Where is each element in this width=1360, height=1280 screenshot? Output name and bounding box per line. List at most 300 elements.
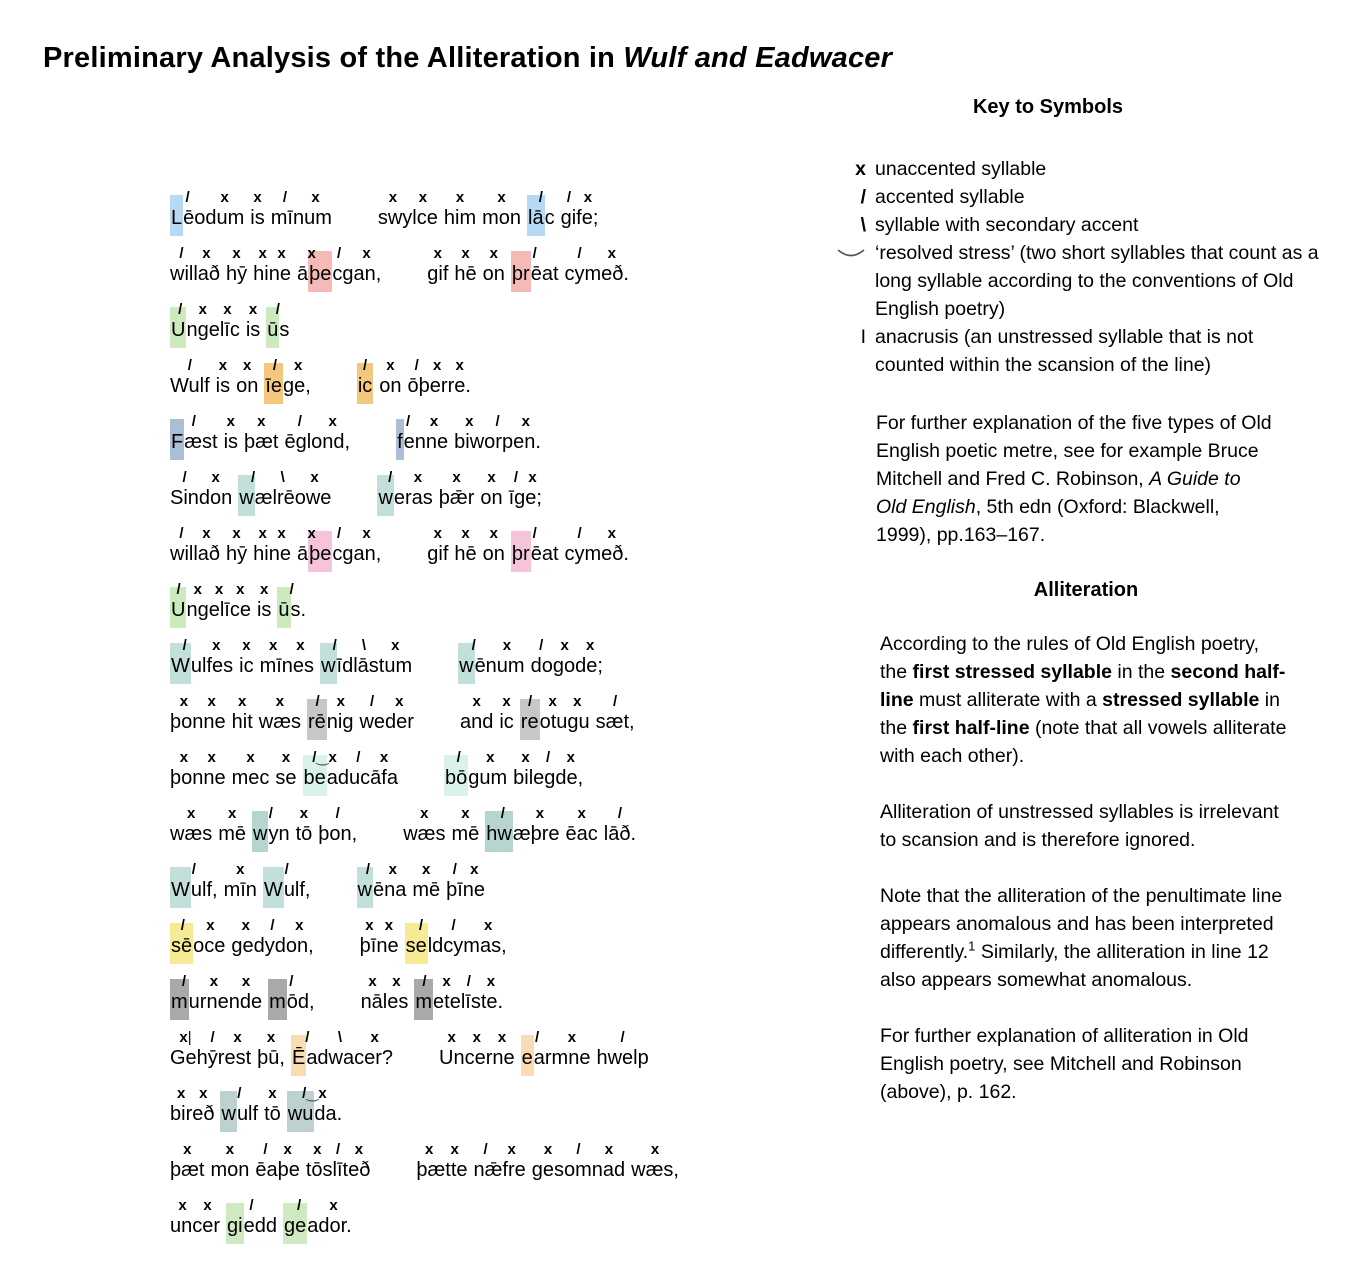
poem-word-text bbox=[170, 541, 220, 567]
scansion-marks bbox=[170, 634, 233, 653]
poem-word-text bbox=[604, 821, 636, 847]
half-line bbox=[439, 1026, 649, 1071]
poem-word bbox=[357, 354, 373, 399]
poem-word-text bbox=[284, 429, 350, 455]
scansion-marks bbox=[378, 186, 438, 205]
poem-text: cymeð. bbox=[564, 543, 629, 565]
scansion-mark: x bbox=[226, 413, 235, 430]
poem-word-text bbox=[170, 1213, 220, 1239]
alliteration-highlight: m bbox=[170, 979, 189, 1020]
scansion-mark: / bbox=[187, 357, 192, 374]
scansion-mark: x bbox=[502, 637, 512, 654]
poem-word bbox=[236, 354, 258, 399]
poem-word bbox=[414, 970, 503, 1015]
scansion-mark: / bbox=[538, 189, 543, 206]
scansion-mark: / bbox=[178, 301, 183, 318]
half-line bbox=[170, 298, 289, 343]
scansion-mark: / bbox=[237, 1085, 242, 1102]
scansion-marks bbox=[170, 410, 218, 429]
poem-word-text bbox=[485, 821, 559, 847]
poem-word-text bbox=[596, 1045, 648, 1071]
scansion-mark: x bbox=[497, 189, 506, 206]
scansion-mark: x bbox=[186, 805, 196, 822]
poem-word bbox=[511, 242, 559, 287]
scansion-mark: x bbox=[207, 749, 216, 766]
scansion-marks bbox=[216, 354, 230, 373]
poem-word bbox=[226, 242, 247, 287]
half-line bbox=[170, 186, 332, 231]
scansion-marks bbox=[291, 1026, 393, 1045]
poem-text: īge; bbox=[508, 487, 542, 509]
poem-text: ēodum bbox=[183, 207, 245, 229]
scansion-mark: / bbox=[418, 917, 423, 934]
poem-word bbox=[416, 1138, 467, 1183]
poem-word bbox=[232, 746, 270, 791]
poem-text: and bbox=[459, 711, 494, 733]
alliteration-rule-paragraph bbox=[880, 630, 1288, 770]
scansion-marks bbox=[239, 634, 253, 653]
scansion-mark: / bbox=[577, 525, 582, 542]
poem-text: sæt, bbox=[595, 711, 635, 733]
poem-word bbox=[521, 1026, 591, 1071]
poem-word bbox=[266, 298, 289, 343]
scansion-mark: x bbox=[420, 805, 429, 822]
poem-word bbox=[480, 466, 502, 511]
poem-word bbox=[170, 858, 218, 903]
poem-word bbox=[264, 1082, 281, 1127]
scansion-mark: / bbox=[332, 637, 337, 654]
poem-text: mon bbox=[482, 207, 522, 229]
scansion-marks bbox=[485, 802, 559, 821]
scansion-marks bbox=[377, 466, 432, 485]
poem-word-text bbox=[439, 485, 475, 511]
further-explanation-paragraph bbox=[880, 1022, 1288, 1106]
poem-word-text bbox=[253, 261, 291, 287]
scansion-mark: x bbox=[452, 469, 461, 486]
poem-word bbox=[458, 634, 524, 679]
scansion-marks bbox=[521, 1026, 591, 1045]
scansion-marks bbox=[284, 410, 350, 429]
text-segment: in the bbox=[1111, 661, 1171, 683]
poem-word-text bbox=[170, 989, 262, 1015]
poem-word-text bbox=[531, 653, 603, 679]
poem-text: þīne bbox=[359, 935, 399, 957]
poem-word bbox=[170, 1082, 214, 1127]
poem-word-text bbox=[277, 597, 306, 623]
scansion-marks bbox=[238, 466, 331, 485]
scansion-marks bbox=[360, 914, 399, 933]
poem-word bbox=[454, 410, 541, 455]
scansion-mark: / bbox=[297, 1197, 302, 1214]
poem-text: s. bbox=[290, 599, 307, 621]
poem-text: is bbox=[256, 599, 272, 621]
alliteration-highlight: lā bbox=[527, 195, 545, 236]
scansion-mark: / bbox=[282, 189, 288, 206]
poem-word bbox=[218, 802, 246, 847]
poem-word-text bbox=[218, 821, 246, 847]
scansion-marks bbox=[226, 1194, 277, 1213]
poem-word-text bbox=[244, 429, 278, 455]
scansion-mark: x bbox=[202, 525, 211, 542]
poem-word bbox=[320, 634, 412, 679]
scansion-mark: x bbox=[260, 581, 269, 598]
scansion-mark: / bbox=[362, 357, 368, 374]
scansion-mark: x bbox=[461, 525, 470, 542]
poem-word bbox=[485, 802, 559, 847]
poem-word bbox=[357, 858, 407, 903]
poem-word bbox=[565, 242, 629, 287]
text-segment: A Guide to Old English bbox=[876, 468, 1241, 518]
scansion-mark: / bbox=[305, 1029, 310, 1046]
poem-word-text bbox=[170, 429, 218, 455]
scansion-marks bbox=[565, 242, 629, 261]
key-item-text: unaccented syllable bbox=[875, 158, 1047, 180]
poem-word-text bbox=[253, 541, 291, 567]
alliteration-highlight: w bbox=[377, 475, 393, 516]
scansion-mark: x bbox=[395, 693, 404, 710]
scansion-mark: / bbox=[532, 245, 537, 262]
poem-word bbox=[170, 466, 232, 511]
alliteration-highlight: U bbox=[170, 587, 186, 628]
scansion-marks bbox=[511, 522, 559, 541]
scansion-marks bbox=[170, 354, 210, 373]
poem-word-text bbox=[257, 597, 271, 623]
scansion-marks bbox=[218, 802, 246, 821]
scansion-mark: x bbox=[442, 973, 451, 990]
scansion-mark: x bbox=[413, 469, 423, 486]
scansion-mark: / bbox=[576, 1141, 581, 1158]
poem-text: ēna bbox=[372, 879, 407, 901]
scansion-mark: x bbox=[214, 581, 224, 598]
scansion-mark: x bbox=[472, 693, 481, 710]
poem-text: cymeð. bbox=[564, 263, 629, 285]
poem-word bbox=[532, 1138, 625, 1183]
scansion-mark: x bbox=[433, 525, 443, 542]
poem-word bbox=[238, 466, 331, 511]
poem-line bbox=[170, 746, 679, 791]
poem-word-text bbox=[264, 1101, 281, 1127]
scansion-marks bbox=[396, 410, 448, 429]
scansion-mark: / bbox=[284, 861, 289, 878]
poem-line bbox=[170, 914, 679, 959]
scansion-mark: / bbox=[249, 1197, 254, 1214]
scansion-mark: x bbox=[225, 1141, 235, 1158]
half-line bbox=[460, 690, 635, 735]
poem-word-text bbox=[260, 653, 314, 679]
poem-word-text bbox=[361, 989, 409, 1015]
scansion-mark: x bbox=[193, 581, 202, 598]
half-line bbox=[170, 466, 331, 511]
scansion-marks bbox=[320, 634, 412, 653]
poem-word-text bbox=[511, 261, 559, 287]
poem-text: ōþerre. bbox=[407, 375, 471, 397]
scansion-mark: / bbox=[272, 357, 277, 374]
alliteration-highlight: sē bbox=[170, 923, 193, 964]
scansion-mark: / bbox=[414, 357, 419, 374]
scansion-marks bbox=[532, 1138, 625, 1157]
scansion-mark: x bbox=[461, 245, 470, 262]
scansion-mark: x bbox=[277, 245, 286, 262]
scansion-mark: / bbox=[451, 917, 456, 934]
scansion-mark: x bbox=[232, 245, 241, 262]
poem-word-text bbox=[444, 765, 507, 791]
poem-text: eras bbox=[393, 487, 433, 509]
half-line bbox=[170, 242, 381, 287]
anomalous-alliteration-paragraph bbox=[880, 882, 1288, 994]
poem-word-text bbox=[458, 653, 524, 679]
poem-word bbox=[226, 1194, 277, 1239]
scansion-marks bbox=[527, 186, 555, 205]
scansion-marks bbox=[405, 914, 507, 933]
notes-column bbox=[828, 96, 1328, 1106]
key-item bbox=[828, 211, 1328, 239]
half-line bbox=[170, 1026, 393, 1071]
scansion-marks bbox=[170, 914, 225, 933]
resolved-stress-arc-icon: ‿ bbox=[316, 749, 329, 766]
poem-word bbox=[246, 298, 260, 343]
scansion-marks bbox=[361, 970, 409, 989]
scansion-mark: x bbox=[329, 1197, 338, 1214]
scansion-mark: x bbox=[223, 301, 232, 318]
scansion-marks bbox=[266, 298, 289, 317]
key-item-text: syllable with secondary accent bbox=[875, 214, 1139, 236]
alliteration-highlight: U bbox=[170, 307, 186, 348]
poem-word-text bbox=[170, 597, 251, 623]
half-line bbox=[170, 914, 314, 959]
scansion-mark: x bbox=[241, 917, 250, 934]
scansion-mark: x bbox=[275, 693, 285, 710]
scansion-marks bbox=[427, 522, 448, 541]
poem-word bbox=[268, 970, 314, 1015]
alliteration-highlight: wu bbox=[287, 1091, 315, 1132]
poem-line bbox=[170, 186, 679, 231]
poem-word bbox=[297, 522, 381, 567]
poem-text: gedydon, bbox=[231, 935, 314, 957]
poem-word-text bbox=[561, 205, 599, 231]
poem-text: lāð. bbox=[603, 823, 637, 845]
scansion-mark: / bbox=[315, 693, 320, 710]
poem-text: gif bbox=[427, 543, 449, 565]
poem-word bbox=[361, 970, 409, 1015]
scansion-mark: x bbox=[432, 357, 442, 374]
poem-word-text bbox=[266, 317, 289, 343]
alliteration-highlight: ū bbox=[277, 587, 290, 628]
scansion-marks bbox=[255, 1138, 300, 1157]
scansion-marks bbox=[444, 186, 476, 205]
scansion-mark: x bbox=[365, 917, 374, 934]
poem-text: hȳ bbox=[226, 543, 248, 565]
poem-word bbox=[210, 1138, 249, 1183]
scansion-mark: x bbox=[502, 693, 511, 710]
poem-word bbox=[631, 1138, 679, 1183]
poem-word bbox=[226, 522, 247, 567]
scansion-mark: /‿x bbox=[302, 1085, 327, 1102]
poem-word-text bbox=[226, 1213, 277, 1239]
poem-word bbox=[250, 186, 264, 231]
scansion-marks bbox=[259, 690, 301, 709]
scansion-marks bbox=[458, 634, 524, 653]
scansion-marks bbox=[264, 1082, 281, 1101]
scansion-mark: / bbox=[180, 917, 185, 934]
scansion-marks bbox=[439, 1026, 515, 1045]
scansion-mark: / bbox=[539, 637, 544, 654]
scansion-marks bbox=[246, 298, 260, 317]
scansion-marks bbox=[604, 802, 636, 821]
text-segment: second half-line bbox=[880, 661, 1286, 711]
poem-word-text bbox=[250, 205, 264, 231]
poem-text: willað bbox=[170, 543, 221, 565]
scansion-marks bbox=[232, 746, 270, 765]
alliteration-highlight: f bbox=[396, 419, 404, 460]
poem-line bbox=[170, 466, 679, 511]
poem-word bbox=[451, 802, 479, 847]
poem-text: hine bbox=[253, 543, 291, 565]
scansion-mark: x bbox=[295, 917, 304, 934]
scansion-mark: x bbox=[455, 189, 465, 206]
scansion-mark: x bbox=[528, 469, 537, 486]
half-line bbox=[170, 746, 398, 791]
scansion-mark: x bbox=[328, 413, 337, 430]
scansion-marks bbox=[357, 858, 407, 877]
scansion-marks bbox=[297, 242, 381, 261]
scansion-mark: / bbox=[176, 581, 181, 598]
poem-text: ēat bbox=[530, 543, 559, 565]
scansion-mark: x bbox=[560, 637, 569, 654]
poem-word-text bbox=[224, 429, 238, 455]
scansion-mark: x bbox=[585, 637, 595, 654]
poem-word-text bbox=[259, 709, 301, 735]
poem-word bbox=[396, 410, 448, 455]
text-segment: stressed syllable bbox=[1102, 689, 1260, 711]
scansion-mark: x bbox=[424, 1141, 434, 1158]
scansion-mark: / bbox=[335, 805, 340, 822]
poem-word bbox=[565, 522, 629, 567]
half-line bbox=[458, 634, 603, 679]
scansion-marks bbox=[170, 858, 218, 877]
poem-word-text bbox=[527, 205, 555, 231]
poem-word-text bbox=[454, 429, 541, 455]
scansion-mark: x bbox=[232, 525, 241, 542]
metre-note bbox=[876, 409, 1272, 549]
scansion-marks bbox=[531, 634, 603, 653]
poem-word-text bbox=[232, 765, 270, 791]
scansion-marks bbox=[596, 690, 635, 709]
scansion-marks bbox=[412, 858, 440, 877]
key-item bbox=[828, 183, 1328, 211]
scansion-mark: x bbox=[577, 805, 586, 822]
poem-text: ngelīce bbox=[186, 599, 251, 621]
alliteration-highlight: bō bbox=[444, 755, 468, 796]
scansion-mark: x bbox=[455, 357, 464, 374]
scansion-marks bbox=[306, 1138, 370, 1157]
alliteration-highlight: e bbox=[521, 1035, 534, 1076]
scansion-marks bbox=[170, 1026, 251, 1045]
scansion-mark: / bbox=[566, 189, 572, 206]
scansion-marks bbox=[480, 466, 502, 485]
scansion-mark: x bbox=[293, 357, 303, 374]
scansion-mark: / bbox=[577, 245, 582, 262]
poem-text: on bbox=[379, 375, 402, 397]
scansion-mark: / bbox=[405, 413, 411, 430]
key-item-text: anacrusis (an unstressed syllable that is not counted within the scansion of the line) bbox=[875, 326, 1254, 376]
scansion-mark: x bbox=[507, 1141, 516, 1158]
poem-word-text bbox=[170, 205, 244, 231]
poem-word-text bbox=[378, 205, 438, 231]
poem-word-text bbox=[520, 709, 590, 735]
scansion-marks bbox=[232, 690, 253, 709]
poem-word bbox=[483, 242, 505, 287]
text-segment: For further explanation of alliteration in Old English poetry, see Mitchell and Robinson (above), p. 162. bbox=[880, 1025, 1249, 1103]
scansion-mark: / bbox=[617, 805, 622, 822]
half-line bbox=[170, 522, 381, 567]
scansion-mark: x bbox=[238, 693, 247, 710]
scansion-mark: x bbox=[362, 525, 371, 542]
poem-word bbox=[255, 1138, 300, 1183]
poem-text: þonne bbox=[170, 711, 226, 733]
poem-word bbox=[216, 354, 230, 399]
scansion-mark: x bbox=[472, 1029, 481, 1046]
alliteration-highlight: w bbox=[220, 1091, 236, 1132]
half-line bbox=[170, 354, 311, 399]
scansion-marks bbox=[170, 970, 262, 989]
poem-text: yn bbox=[268, 823, 290, 845]
scansion-mark: x bbox=[233, 1029, 242, 1046]
scansion-mark: / bbox=[365, 861, 370, 878]
poem-word-text bbox=[511, 541, 559, 567]
alliteration-highlight: L bbox=[170, 195, 183, 236]
scansion-mark: x bbox=[212, 637, 221, 654]
scansion-mark: x bbox=[209, 973, 219, 990]
poem-word bbox=[253, 522, 291, 567]
poem-word-text bbox=[405, 933, 507, 959]
poem-text: on bbox=[480, 487, 503, 509]
poem-word-text bbox=[320, 653, 412, 679]
poem-word bbox=[291, 1026, 393, 1071]
scansion-marks bbox=[287, 1082, 342, 1101]
poem-word bbox=[170, 746, 226, 791]
scansion-mark: x bbox=[253, 189, 262, 206]
alliteration-highlight: w bbox=[252, 811, 268, 852]
poem-line bbox=[170, 298, 679, 343]
scansion-marks bbox=[565, 522, 629, 541]
poem-word-text bbox=[408, 373, 471, 399]
scansion-mark: x bbox=[299, 805, 309, 822]
poem-text: nǣfre bbox=[473, 1159, 526, 1181]
poem-word bbox=[377, 466, 432, 511]
half-line bbox=[170, 1082, 342, 1127]
text-segment: Note that the alliteration of the penultimate line appears anomalous and has been interpreted differently. bbox=[880, 885, 1283, 963]
alliteration-highlight: W bbox=[263, 867, 284, 908]
scansion-symbol: x bbox=[855, 158, 866, 180]
poem-text: þīne bbox=[446, 879, 486, 901]
poem-word-text bbox=[403, 821, 445, 847]
text-segment: For further explanation of the five types of Old English poetic metre, see for example Bruce Mitchell and Fred C. Robinson, bbox=[876, 412, 1272, 490]
scansion-marks bbox=[566, 802, 598, 821]
scansion-marks bbox=[224, 410, 238, 429]
scansion-marks bbox=[446, 858, 485, 877]
poem-text: mec bbox=[231, 767, 270, 789]
half-line bbox=[378, 186, 599, 231]
poem-word bbox=[531, 634, 603, 679]
scansion-marks bbox=[416, 1138, 467, 1157]
scansion-marks bbox=[444, 746, 507, 765]
scansion-mark: x bbox=[368, 973, 377, 990]
poem-word bbox=[283, 1194, 352, 1239]
footnote-marker: 1 bbox=[968, 938, 976, 954]
poem-word-text bbox=[412, 877, 440, 903]
half-line bbox=[170, 970, 315, 1015]
poem-word bbox=[170, 1194, 220, 1239]
